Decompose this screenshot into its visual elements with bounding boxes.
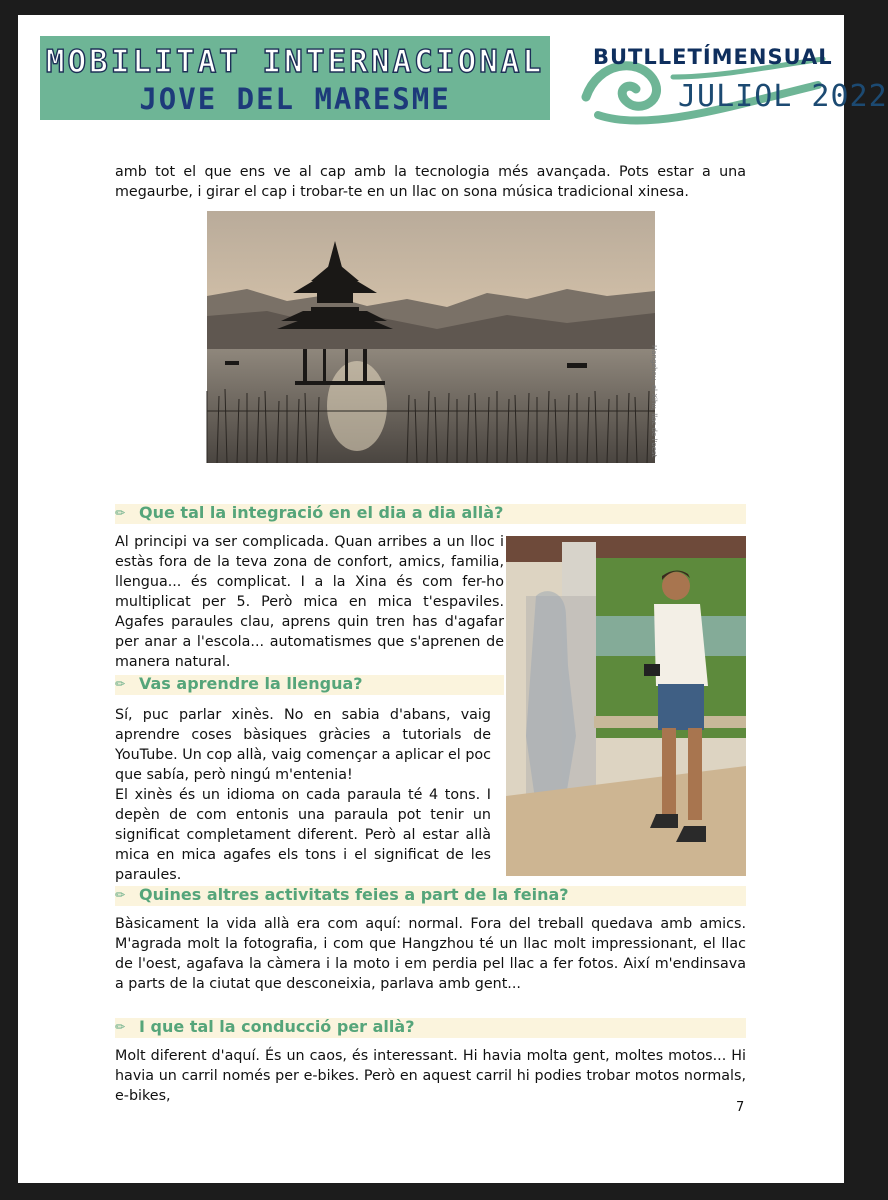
logo-title: BUTLLETÍMENSUAL [593, 45, 833, 69]
lake-pavilion-photo [207, 211, 655, 463]
section-heading-text: Que tal la integració en el dia a dia allà? [139, 503, 504, 522]
photo-caption: Hangzhou, el Xihu, llac de l'oest [650, 345, 658, 458]
title-banner [40, 36, 550, 120]
section-heading-text: I que tal la conducció per allà? [139, 1017, 415, 1036]
banner-subtitle: JOVE DEL MARESME [139, 82, 451, 116]
section-heading [115, 504, 746, 524]
section-heading-text: Vas aprendre la llengua? [139, 674, 363, 693]
logo-date: JULIOL 2022 [678, 79, 888, 114]
section-heading-text: Quines altres activitats feies a part de la feina? [139, 885, 569, 904]
section-paragraph: Bàsicament la vida allà era com aquí: normal. Fora del treball quedava amb amics. M'agrada molt la fotografia, i com que Hangzhou té un llac molt impressionant, el llac de l'oest, agafava la càmera i la moto i em perdia pel llac a fer fotos. Així m'endinsava a parts de la ciutat que desconeixia, parlava amb gent... [115, 916, 746, 992]
pencil-icon: ✏ [115, 1020, 126, 1034]
section-paragraph: Molt diferent d'aquí. És un caos, és interessant. Hi havia molta gent, moltes motos... Hi havia un carril només per e-bikes. Però en aquest carril hi podies trobar motos normals, e-bikes, [115, 1048, 746, 1104]
section-heading [115, 675, 504, 695]
section-heading [115, 886, 746, 906]
section-paragraph: El xinès és un idioma on cada paraula té 4 tons. I depèn de com entonis una paraula pot tenir un significat completament diferent. Però al estar allà mica en mica agafes els tons i el significat de les paraules. [115, 787, 491, 883]
page-number: 7 [736, 1100, 745, 1115]
section-heading [115, 1018, 746, 1038]
section-paragraph: Sí, puc parlar xinès. No en sabia d'abans, vaig aprendre coses bàsiques gràcies a tutorials de YouTube. Un cop allà, vaig començar a aplicar el poc que sabía, però ningú m'entenia! [115, 707, 491, 783]
pencil-icon: ✏ [115, 506, 126, 520]
document-page [18, 15, 888, 1183]
newsletter-logo [578, 37, 888, 127]
pencil-icon: ✏ [115, 677, 126, 691]
portrait-photo [506, 536, 746, 876]
section-paragraph: Al principi va ser complicada. Quan arribes a un lloc i estàs fora de la teva zona de confort, amics, familia, llengua... és complicat. I a la Xina és com fer-ho multiplicat per 5. Però mica en mica t'espaviles. Agafes paraules clau, aprens quin tren has d'agafar per anar a l'escola... automatismes que s'aprenen de manera natural. [115, 534, 504, 670]
pencil-icon: ✏ [115, 888, 126, 902]
intro-paragraph: amb tot el que ens ve al cap amb la tecnologia més avançada. Pots estar a una megaurbe, i girar el cap i trobar-te en un llac on sona música tradicional xinesa. [115, 164, 746, 200]
banner-title: MOBILITAT INTERNACIONAL [45, 44, 545, 80]
